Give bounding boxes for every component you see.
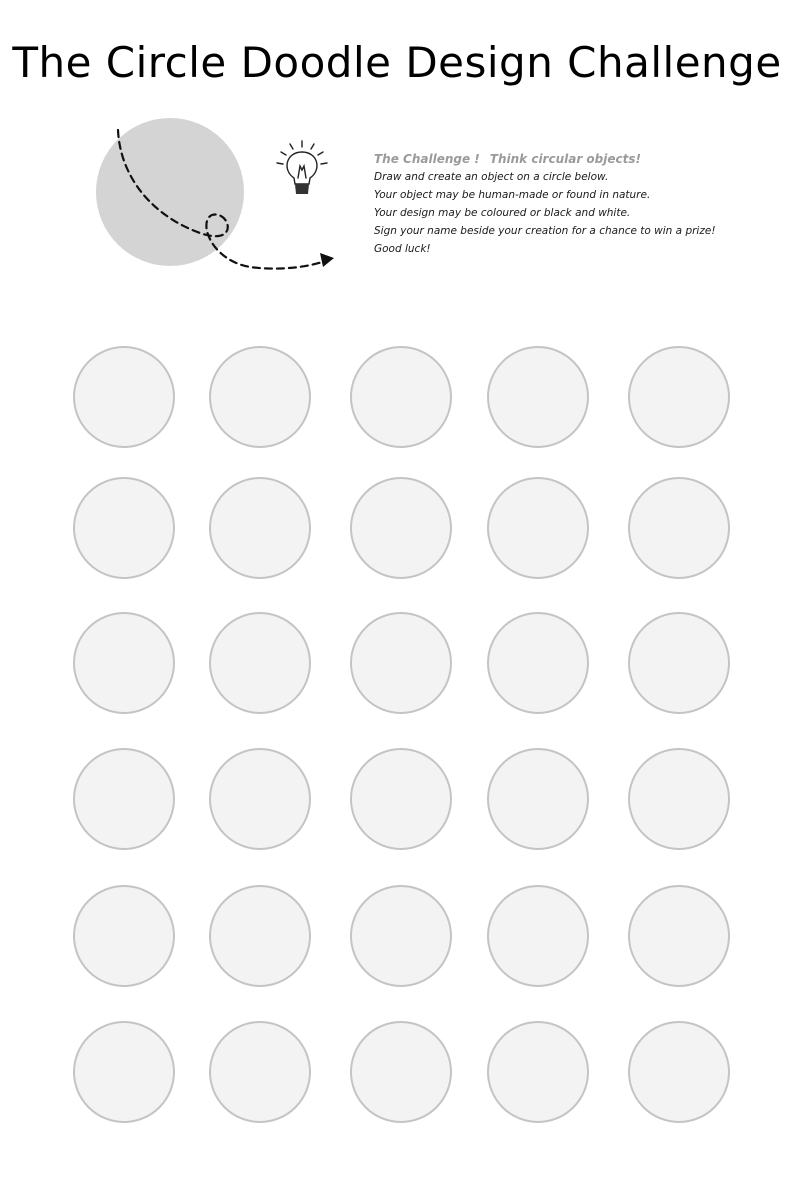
doodle-circle-r2-c1[interactable] [73, 477, 175, 579]
doodle-circle-r4-c1[interactable] [73, 748, 175, 850]
lightbulb-icon [272, 138, 332, 198]
doodle-circle-r6-c3[interactable] [350, 1021, 452, 1123]
instruction-line: Sign your name beside your creation for a chance to win a prize! [374, 225, 716, 237]
gray-accent-circle [96, 118, 244, 266]
doodle-circle-r2-c2[interactable] [209, 477, 311, 579]
instruction-line: Good luck! [374, 243, 431, 255]
doodle-circle-r5-c2[interactable] [209, 885, 311, 987]
page-title: The Circle Doodle Design Challenge [12, 38, 782, 87]
doodle-circle-r2-c3[interactable] [350, 477, 452, 579]
arrow-head-icon [320, 253, 334, 267]
doodle-circle-r1-c2[interactable] [209, 346, 311, 448]
doodle-circle-r6-c4[interactable] [487, 1021, 589, 1123]
doodle-circle-r6-c2[interactable] [209, 1021, 311, 1123]
doodle-circle-r1-c4[interactable] [487, 346, 589, 448]
instruction-line: Draw and create an object on a circle below. [374, 171, 609, 183]
doodle-circle-r1-c3[interactable] [350, 346, 452, 448]
doodle-circle-r3-c2[interactable] [209, 612, 311, 714]
doodle-circle-r6-c1[interactable] [73, 1021, 175, 1123]
doodle-circle-r3-c4[interactable] [487, 612, 589, 714]
doodle-circle-r5-c3[interactable] [350, 885, 452, 987]
doodle-circle-r5-c4[interactable] [487, 885, 589, 987]
instruction-line: Your design may be coloured or black and white. [374, 207, 631, 219]
doodle-circle-r3-c1[interactable] [73, 612, 175, 714]
doodle-circle-r1-c5[interactable] [628, 346, 730, 448]
doodle-circle-r5-c1[interactable] [73, 885, 175, 987]
instruction-line: Your object may be human-made or found in nature. [374, 189, 651, 201]
doodle-circle-r4-c4[interactable] [487, 748, 589, 850]
doodle-circle-r6-c5[interactable] [628, 1021, 730, 1123]
challenge-heading-prompt: Think circular objects! [489, 152, 641, 166]
doodle-circle-r4-c5[interactable] [628, 748, 730, 850]
doodle-circle-r1-c1[interactable] [73, 346, 175, 448]
doodle-circle-r4-c2[interactable] [209, 748, 311, 850]
doodle-circle-r3-c3[interactable] [350, 612, 452, 714]
doodle-circle-r4-c3[interactable] [350, 748, 452, 850]
doodle-circle-r5-c5[interactable] [628, 885, 730, 987]
challenge-heading [374, 150, 774, 168]
doodle-circle-r3-c5[interactable] [628, 612, 730, 714]
challenge-instructions [374, 150, 774, 258]
doodle-circle-r2-c4[interactable] [487, 477, 589, 579]
doodle-circle-r2-c5[interactable] [628, 477, 730, 579]
challenge-heading-label: The Challenge ! [374, 152, 480, 166]
